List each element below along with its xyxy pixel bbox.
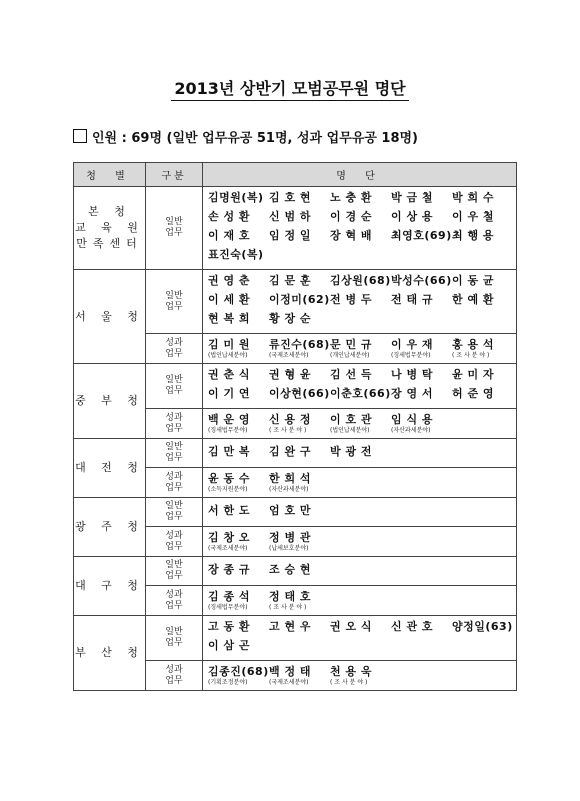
awardee-name: [452, 209, 513, 224]
awardee-name-text: 윤 미 자: [452, 368, 495, 381]
awardee-name: [330, 292, 391, 307]
table-row: [74, 364, 517, 409]
award-type-cell: [146, 616, 203, 661]
awardee-name: [391, 337, 452, 360]
awardee-name-text: 임 식 용: [391, 413, 434, 426]
table-row: [74, 616, 517, 661]
awardee-name-text: 신 용 정: [269, 413, 312, 426]
awardee-name-text: 이 재 호: [208, 229, 251, 242]
award-type-label: 업무: [165, 301, 183, 312]
award-type-label: 업무: [165, 600, 183, 611]
award-type-cell: [146, 498, 203, 527]
awardee-name-text: 전 병 두: [330, 293, 373, 306]
awardee-field: (납세보호분야): [269, 545, 309, 552]
awardee-name: [269, 190, 330, 205]
agency-name: 부 산 청: [75, 646, 144, 659]
award-type-label: 일반: [165, 560, 183, 570]
names-cell: [203, 616, 517, 661]
award-type-label: 일반: [165, 217, 183, 227]
awardee-name-text: 백 정 태: [269, 665, 312, 678]
award-type-cell: [146, 439, 203, 468]
awardee-name-text: 김명원(복): [208, 191, 264, 204]
award-type-cell: [146, 468, 203, 498]
awardee-field: (개인납세분야): [330, 352, 370, 359]
award-type-label: 업무: [165, 453, 183, 463]
awardee-name: [208, 247, 269, 262]
awardee-name-text: 최 행 용: [452, 229, 495, 242]
awardee-name-text: 양정일(63): [452, 620, 513, 633]
awardee-name-text: 정 태 호: [269, 590, 312, 603]
awardee-name-text: 김 선 득: [330, 368, 373, 381]
awardee-name: [452, 292, 513, 307]
names-cell: [203, 409, 517, 439]
award-type-label: 업무: [165, 386, 183, 396]
awardee-field: (법인납세분야): [330, 427, 370, 434]
awardee-name-text: 이춘호(66): [330, 387, 391, 400]
names-cell: [203, 270, 517, 334]
awardee-name: [452, 228, 513, 243]
awardee-name: [391, 292, 452, 307]
awardee-name-text: 노 충 환: [330, 191, 373, 204]
awardee-field: (국제조세분야): [269, 679, 309, 686]
agency-name: 만족센터: [76, 237, 143, 250]
header-agency: 청 별: [74, 163, 146, 187]
awardee-name: [269, 619, 330, 634]
awardee-name: [269, 367, 330, 382]
awardee-name: [452, 190, 513, 205]
awardee-name-text: 류진수(68): [269, 338, 330, 351]
awardee-field: (징세법무분야): [208, 427, 248, 434]
awardee-name-text: 박 금 철: [391, 191, 434, 204]
award-type-label: 성과: [165, 412, 183, 423]
agency-name: 대 구 청: [75, 579, 144, 592]
agency-name: 중 부 청: [75, 394, 144, 407]
awardee-field: (국제조세분야): [208, 545, 248, 552]
awardee-field: (국제조세분야): [269, 352, 309, 359]
awardee-name: [208, 386, 269, 401]
agency-cell: [74, 498, 146, 557]
document-title: 2013년 상반기 모범공무원 명단: [0, 76, 580, 99]
agency-cell: [74, 439, 146, 498]
award-type-label: 업무: [165, 675, 183, 686]
awardee-name: [391, 619, 452, 634]
awardee-name: [330, 664, 391, 687]
awardee-name: [391, 386, 452, 401]
names-cell: [203, 557, 517, 586]
awardee-name: [269, 589, 330, 612]
awardee-name-text: 장 영 서: [391, 387, 434, 400]
awardee-name: [208, 209, 269, 224]
awardee-name: [330, 273, 391, 288]
awardee-name-text: 손 성 환: [208, 210, 251, 223]
awardee-name: [330, 619, 391, 634]
awardee-name: [391, 190, 452, 205]
awardee-name: [208, 367, 269, 382]
awardee-name-text: 신 관 호: [391, 620, 434, 633]
awardee-name-text: 이 호 관: [330, 413, 373, 426]
awardee-field: ( 조 사 분 야 ): [269, 427, 307, 434]
checkbox-square-icon: [73, 129, 87, 143]
awardee-name: [208, 638, 269, 653]
awardee-name: [330, 444, 391, 459]
awardee-name: [330, 412, 391, 435]
table-body: [74, 187, 517, 691]
table-row: [74, 557, 517, 586]
awardee-name: [269, 228, 330, 243]
header-type: 구분: [146, 163, 203, 187]
awardee-name-text: 임 정 일: [269, 229, 312, 242]
awardee-name: [330, 337, 391, 360]
awardee-name-text: 이 기 연: [208, 387, 251, 400]
awardee-name: [452, 386, 513, 401]
agency-cell: [74, 364, 146, 439]
awardee-name-text: 김 창 오: [208, 531, 251, 544]
awardee-field: (기획조정분야): [208, 679, 248, 686]
award-type-cell: [146, 661, 203, 691]
awardee-name-text: 이 상 용: [391, 210, 434, 223]
awardee-name: [208, 273, 269, 288]
awardee-table: [73, 162, 517, 691]
awardee-name-text: 이상현(66): [269, 387, 330, 400]
awardee-name-text: 엄 호 만: [269, 503, 312, 517]
awardee-field: (자산과세분야): [391, 427, 431, 434]
awardee-field: ( 조 사 분 야 ): [269, 604, 307, 611]
awardee-name: [208, 412, 269, 435]
awardee-name: [208, 190, 269, 205]
awardee-name-text: 김 완 구: [269, 444, 312, 458]
agency-cell: [74, 187, 146, 270]
agency-cell: [74, 270, 146, 364]
names-cell: [203, 527, 517, 557]
awardee-name: [269, 471, 330, 494]
awardee-name-text: 권 영 춘: [208, 274, 251, 287]
awardee-name-text: 표진숙(복): [208, 248, 264, 261]
awardee-name: [452, 619, 513, 634]
awardee-name: [269, 444, 330, 459]
names-cell: [203, 334, 517, 364]
awardee-name: [269, 337, 330, 360]
awardee-name: [208, 664, 269, 687]
awardee-name-text: 신 범 하: [269, 210, 312, 223]
awardee-name-text: 현 복 희: [208, 312, 251, 325]
awardee-name: [269, 292, 330, 307]
award-type-cell: [146, 334, 203, 364]
award-type-label: 업무: [165, 348, 183, 359]
awardee-name-text: 고 현 우: [269, 620, 312, 633]
awardee-name: [452, 273, 513, 288]
awardee-name-text: 이 경 순: [330, 210, 373, 223]
awardee-name: [269, 664, 330, 687]
awardee-name-text: 이정미(62): [269, 293, 330, 306]
awardee-name-text: 서 한 도: [208, 503, 251, 517]
awardee-name-text: 이 우 철: [452, 210, 495, 223]
award-type-label: 업무: [165, 482, 183, 493]
agency-name: 교 육 원: [75, 221, 144, 234]
table-row: [74, 439, 517, 468]
awardee-field: ( 조 사 분 야 ): [452, 352, 490, 359]
awardee-name: [208, 444, 269, 459]
agency-cell: [74, 616, 146, 691]
awardee-name-text: 이 우 재: [391, 338, 434, 351]
award-type-cell: [146, 187, 203, 270]
award-type-label: 성과: [165, 337, 183, 348]
table-row: [74, 187, 517, 270]
awardee-name-text: 정 병 관: [269, 531, 312, 544]
awardee-name-text: 김 종 석: [208, 590, 251, 603]
award-type-cell: [146, 557, 203, 586]
awardee-name: [208, 228, 269, 243]
award-type-label: 일반: [165, 375, 183, 385]
awardee-field: (징세법무분야): [208, 604, 248, 611]
awardee-name: [391, 273, 452, 288]
awardee-name: [330, 386, 391, 401]
awardee-name-text: 최영호(69): [391, 229, 452, 242]
awardee-field: (법인납세분야): [208, 352, 248, 359]
awardee-name-text: 전 태 규: [391, 293, 434, 306]
award-type-label: 업무: [165, 512, 183, 522]
award-type-label: 업무: [165, 423, 183, 434]
agency-name: 본 청: [88, 205, 131, 218]
awardee-name-text: 나 병 탁: [391, 368, 434, 381]
names-cell: [203, 187, 517, 270]
awardee-name: [269, 209, 330, 224]
awardee-name: [269, 503, 330, 518]
award-type-label: 성과: [165, 471, 183, 482]
awardee-name: [269, 562, 330, 577]
award-type-cell: [146, 586, 203, 616]
awardee-name: [391, 228, 452, 243]
awardee-name-text: 김 문 훈: [269, 274, 312, 287]
awardee-name-text: 박 희 수: [452, 191, 495, 204]
award-type-label: 성과: [165, 589, 183, 600]
awardee-name-text: 윤 동 수: [208, 472, 251, 485]
names-cell: [203, 586, 517, 616]
award-type-cell: [146, 409, 203, 439]
awardee-name-text: 장 종 규: [208, 562, 251, 576]
awardee-name-text: 고 동 환: [208, 620, 251, 633]
awardee-name: [330, 228, 391, 243]
awardee-name-text: 김 미 원: [208, 338, 251, 351]
awardee-name: [208, 471, 269, 494]
awardee-name: [330, 367, 391, 382]
awardee-name-text: 장 혁 배: [330, 229, 373, 242]
awardee-name: [391, 209, 452, 224]
names-cell: [203, 439, 517, 468]
awardee-field: (소득지원분야): [208, 486, 248, 493]
awardee-name-text: 이 동 균: [452, 274, 495, 287]
awardee-name-text: 김상원(68): [330, 274, 391, 287]
awardee-name: [330, 190, 391, 205]
award-type-label: 업무: [165, 228, 183, 238]
awardee-name-text: 박성수(66): [391, 274, 452, 287]
table-row: [74, 498, 517, 527]
awardee-name: [391, 367, 452, 382]
awardee-name-text: 황 장 순: [269, 312, 312, 325]
awardee-name-text: 권 춘 식: [208, 368, 251, 381]
awardee-name: [269, 386, 330, 401]
awardee-name-text: 권 오 식: [330, 620, 373, 633]
award-type-cell: [146, 270, 203, 334]
award-type-label: 일반: [165, 627, 183, 637]
awardee-name-text: 한 희 석: [269, 472, 312, 485]
award-type-label: 업무: [165, 571, 183, 581]
awardee-name: [330, 209, 391, 224]
awardee-name: [208, 589, 269, 612]
awardee-name-text: 한 예 환: [452, 293, 495, 306]
table-row: [74, 270, 517, 334]
awardee-name: [452, 367, 513, 382]
award-type-label: 성과: [165, 530, 183, 541]
award-type-label: 일반: [165, 290, 183, 301]
award-type-label: 성과: [165, 664, 183, 675]
agency-name: 대 전 청: [75, 461, 144, 474]
awardee-name: [208, 292, 269, 307]
award-type-label: 일반: [165, 442, 183, 452]
agency-name: 서 울 청: [75, 309, 144, 323]
award-type-cell: [146, 364, 203, 409]
awardee-field: (자산과세분야): [269, 486, 309, 493]
awardee-name-text: 백 운 영: [208, 413, 251, 426]
awardee-name-text: 박 광 전: [330, 444, 373, 458]
awardee-name: [208, 562, 269, 577]
awardee-name-text: 홍 용 석: [452, 338, 495, 351]
awardee-name: [208, 530, 269, 553]
header-names: 명 단: [203, 163, 517, 187]
awardee-name-text: 김종진(68): [208, 665, 269, 678]
awardee-name: [208, 619, 269, 634]
agency-name: 광 주 청: [75, 520, 144, 533]
award-type-label: 업무: [165, 541, 183, 552]
awardee-field: (징세법무분야): [391, 352, 431, 359]
awardee-name: [269, 530, 330, 553]
awardee-name: [208, 503, 269, 518]
agency-cell: [74, 557, 146, 616]
awardee-name-text: 조 승 현: [269, 562, 312, 576]
names-cell: [203, 364, 517, 409]
awardee-name-text: 김 호 현: [269, 191, 312, 204]
award-type-label: 일반: [165, 501, 183, 511]
names-cell: [203, 468, 517, 498]
awardee-name-text: 천 용 욱: [330, 665, 373, 678]
awardee-name-text: 이 세 환: [208, 293, 251, 306]
awardee-name-text: 권 형 윤: [269, 368, 312, 381]
awardee-name: [452, 337, 513, 360]
award-type-cell: [146, 527, 203, 557]
awardee-name: [391, 412, 452, 435]
awardee-name: [269, 273, 330, 288]
awardee-field: ( 조 사 분 야 ): [330, 679, 368, 686]
names-cell: [203, 498, 517, 527]
awardee-name-text: 김 만 복: [208, 444, 251, 458]
names-cell: [203, 661, 517, 691]
awardee-name-text: 이 삼 곤: [208, 639, 251, 652]
awardee-name: [269, 412, 330, 435]
awardee-name: [208, 311, 269, 326]
awardee-name: [208, 337, 269, 360]
headcount-summary: 인원 : 69명 (일반 업무유공 51명, 성과 업무유공 18명): [73, 127, 418, 146]
table-header-row: [74, 163, 517, 187]
awardee-name-text: 허 준 영: [452, 387, 495, 400]
awardee-name: [269, 311, 330, 326]
awardee-name-text: 문 민 규: [330, 338, 373, 351]
award-type-label: 업무: [165, 638, 183, 648]
